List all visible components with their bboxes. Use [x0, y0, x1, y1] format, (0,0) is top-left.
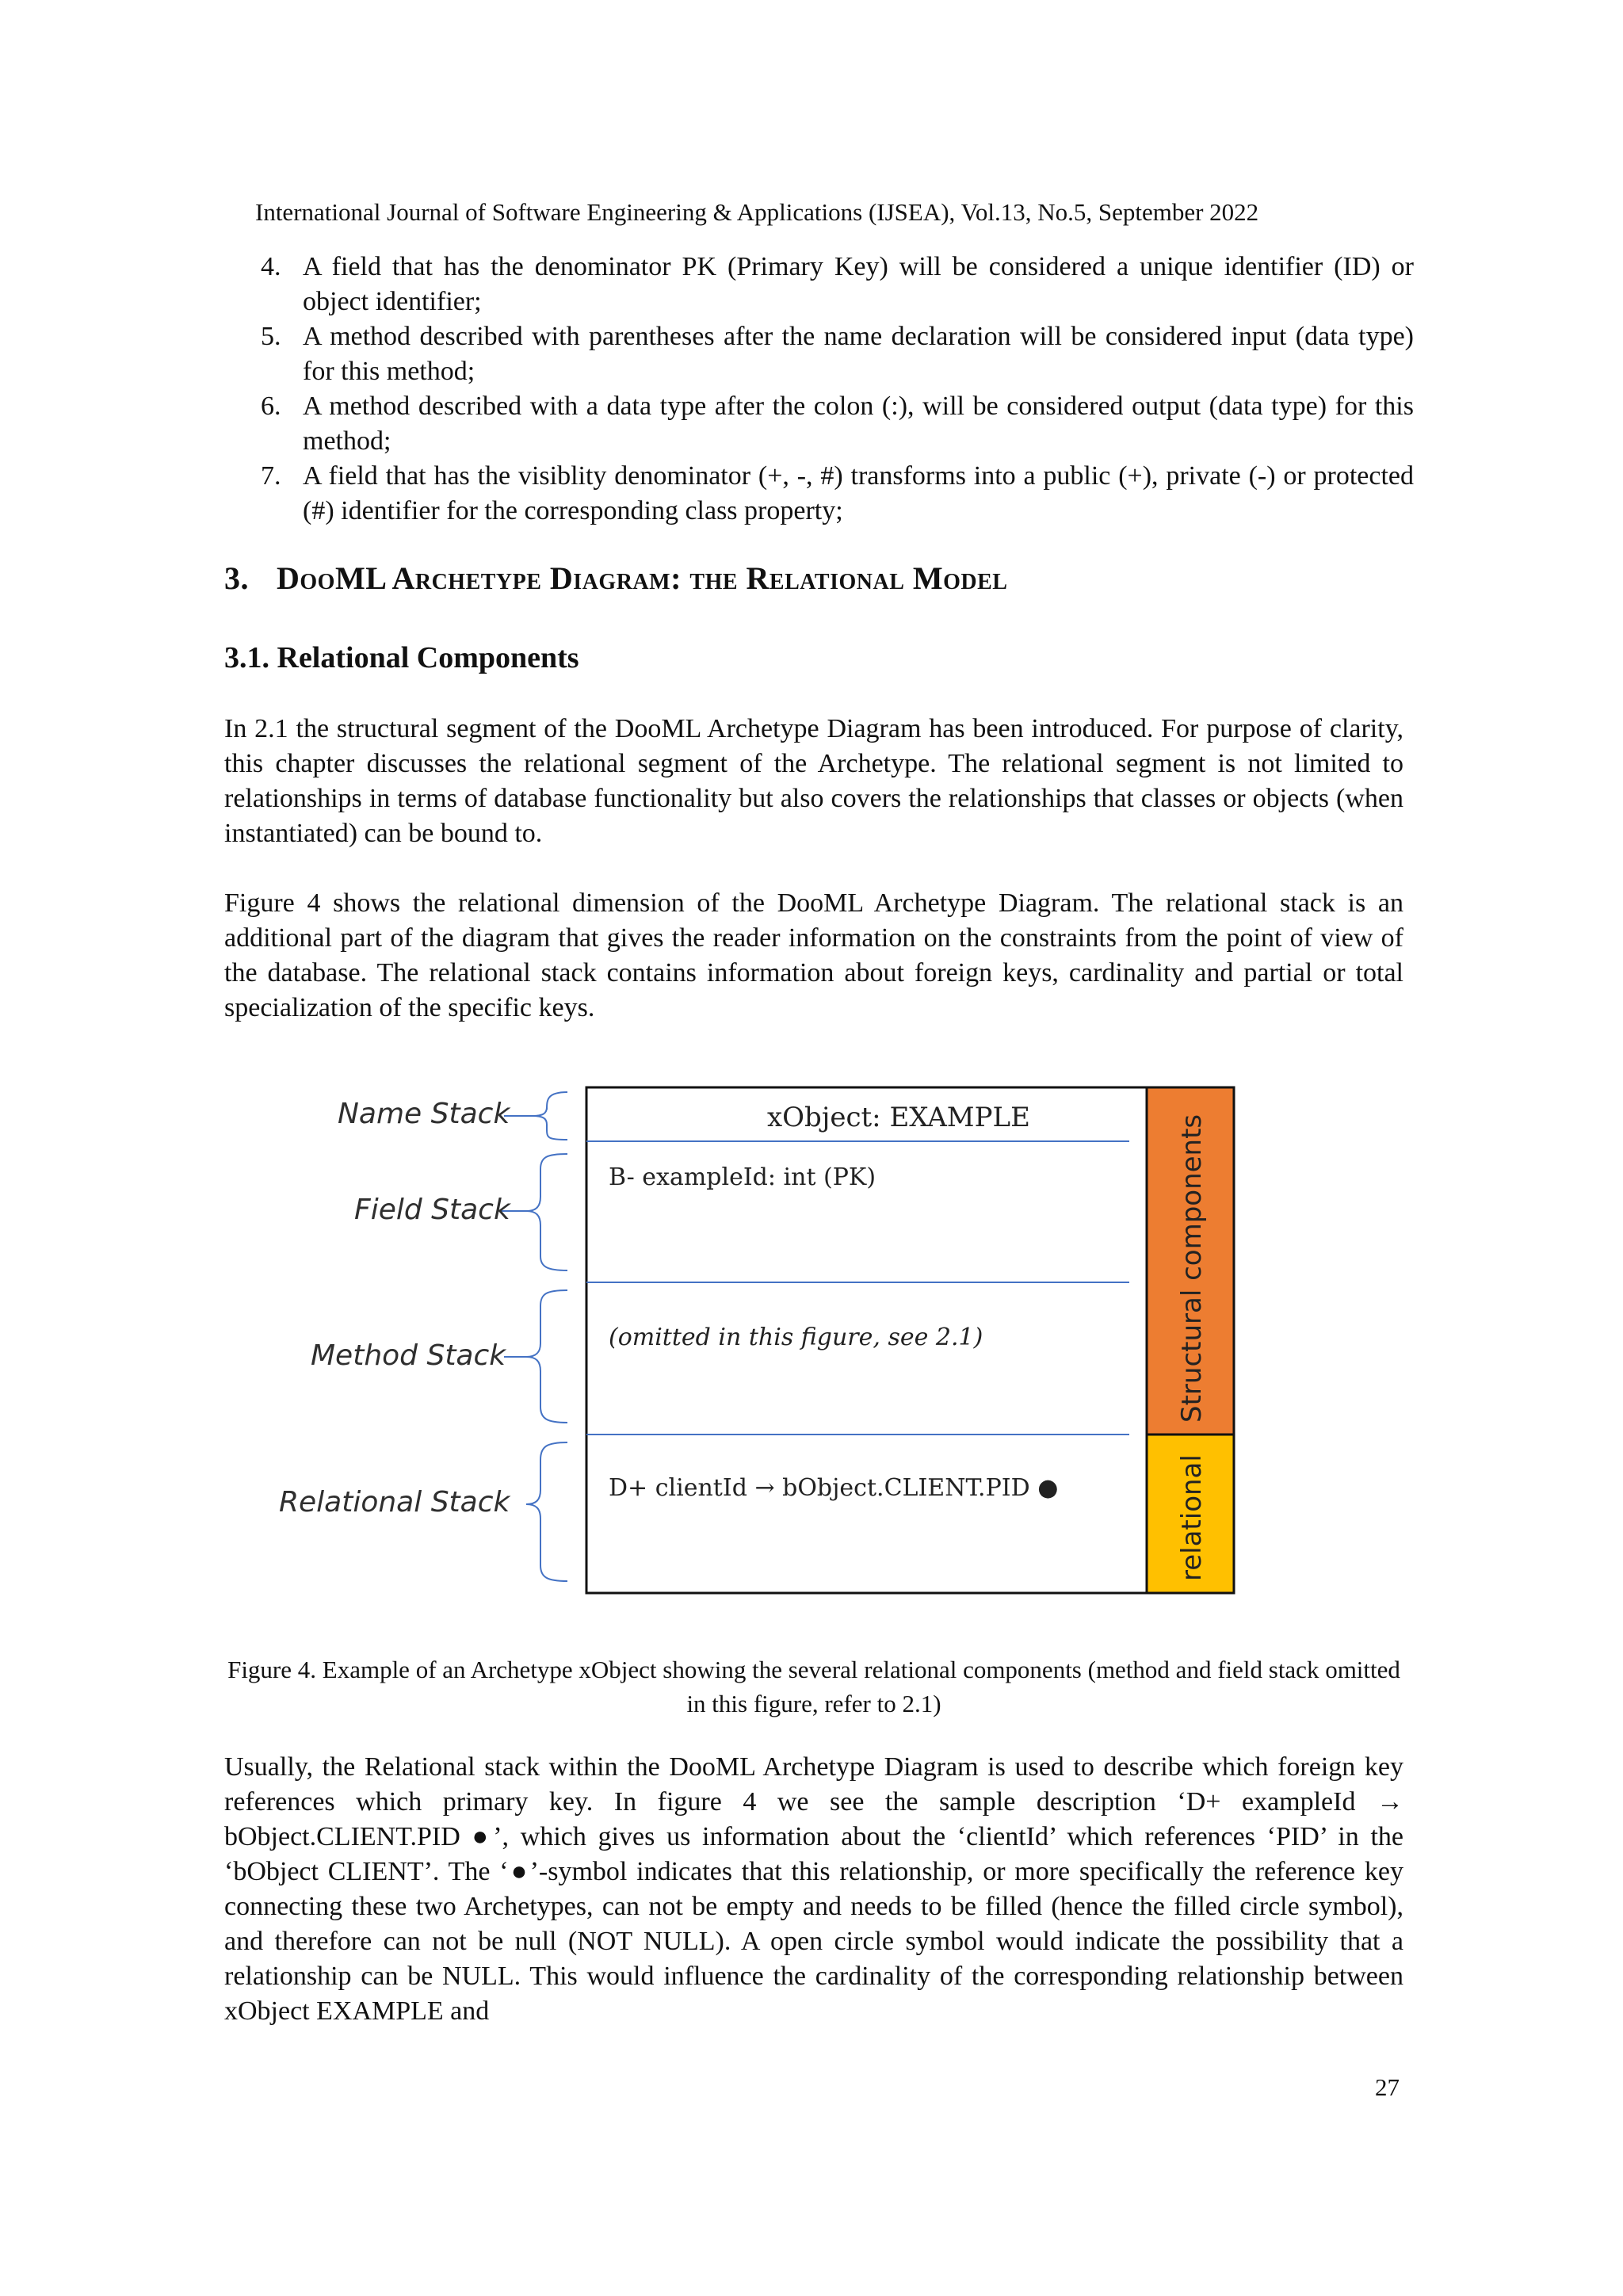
field-stack-bracket — [526, 1154, 567, 1270]
relational-stack-bracket — [526, 1442, 567, 1581]
method-entry: (omitted in this figure, see 2.1) — [609, 1324, 983, 1351]
field-stack-label: Field Stack — [354, 1194, 510, 1226]
field-entry: B- exampleId: int (PK) — [609, 1163, 876, 1191]
list-item: 7. A field that has the visiblity denominator (+, -, #) transforms into a public (+), private (-) or protected (#) identifier for the corresponding class property; — [261, 461, 1414, 525]
stack-brackets — [501, 1092, 567, 1581]
list-item: 6. A method described with a data type after the colon (:), will be considered output (data type) for this method; — [261, 392, 1414, 456]
name-stack-label: Name Stack — [338, 1098, 510, 1130]
object-title: xObject: EXAMPLE — [767, 1102, 1030, 1133]
list-item: 4. A field that has the denominator PK (Primary Key) will be considered a unique identifier (ID) or object identifier; — [261, 252, 1414, 316]
relational-entry: D+ clientId → bObject.CLIENT.PID ● — [609, 1474, 1059, 1502]
relational-side-label: relational — [1176, 1454, 1208, 1581]
section-heading: 3. DooML Archetype Diagram: the Relational Model — [224, 560, 1008, 596]
structural-components-label: Structural components — [1176, 1114, 1208, 1423]
list-item: 5. A method described with parentheses after the name declaration will be considered input (data type) for this method; — [261, 322, 1414, 386]
subsection-heading: 3.1. Relational Components — [224, 641, 579, 674]
journal-header: International Journal of Software Engineering & Applications (IJSEA), Vol.13, No.5, September 2022 — [255, 198, 1259, 226]
page-number: 27 — [1375, 2073, 1400, 2101]
method-stack-label: Method Stack — [311, 1339, 506, 1372]
paragraph-1: In 2.1 the structural segment of the DooML Archetype Diagram has been introduced. For purpose of clarity, this chapter discusses the relational segment of the Archetype. The relational segment is not limited to relationships in terms of database functionality but also covers the relationships that classes or objects (when instantiated) can be bound to. — [224, 714, 1403, 848]
method-stack-bracket — [526, 1290, 567, 1423]
name-stack-bracket — [533, 1092, 567, 1140]
paragraph-3: Usually, the Relational stack within the DooML Archetype Diagram is used to describe which foreign key references which primary key. In figure 4 we see the sample description ‘D+ exampleId → bObject.CLIENT.PID ●’, which gives us information about the ‘clientId’ which references ‘PID’ in the ‘bObject CLIENT’. The ‘●’-symbol indicates that this relationship, or more specifically the reference key connecting these two Archetypes, can not be empty and needs to be filled (hence the filled circle symbol), and therefore can not be null (NOT NULL). A open circle symbol would indicate the possibility that a relationship can be NULL. This would influence the cardinality of the corresponding relationship between xObject EXAMPLE and — [224, 1752, 1403, 2026]
figure-caption: Figure 4. Example of an Archetype xObject showing the several relational components (method and field stack omitted in this figure, refer to 2.1) — [227, 1656, 1400, 1717]
relational-stack-label: Relational Stack — [279, 1486, 510, 1519]
paragraph-2: Figure 4 shows the relational dimension of the DooML Archetype Diagram. The relational stack is an additional part of the diagram that gives the reader information on the constraints from the point of view of the database. The relational stack contains information about foreign keys, cardinality and partial or total specialization of the specific keys. — [224, 888, 1403, 1022]
